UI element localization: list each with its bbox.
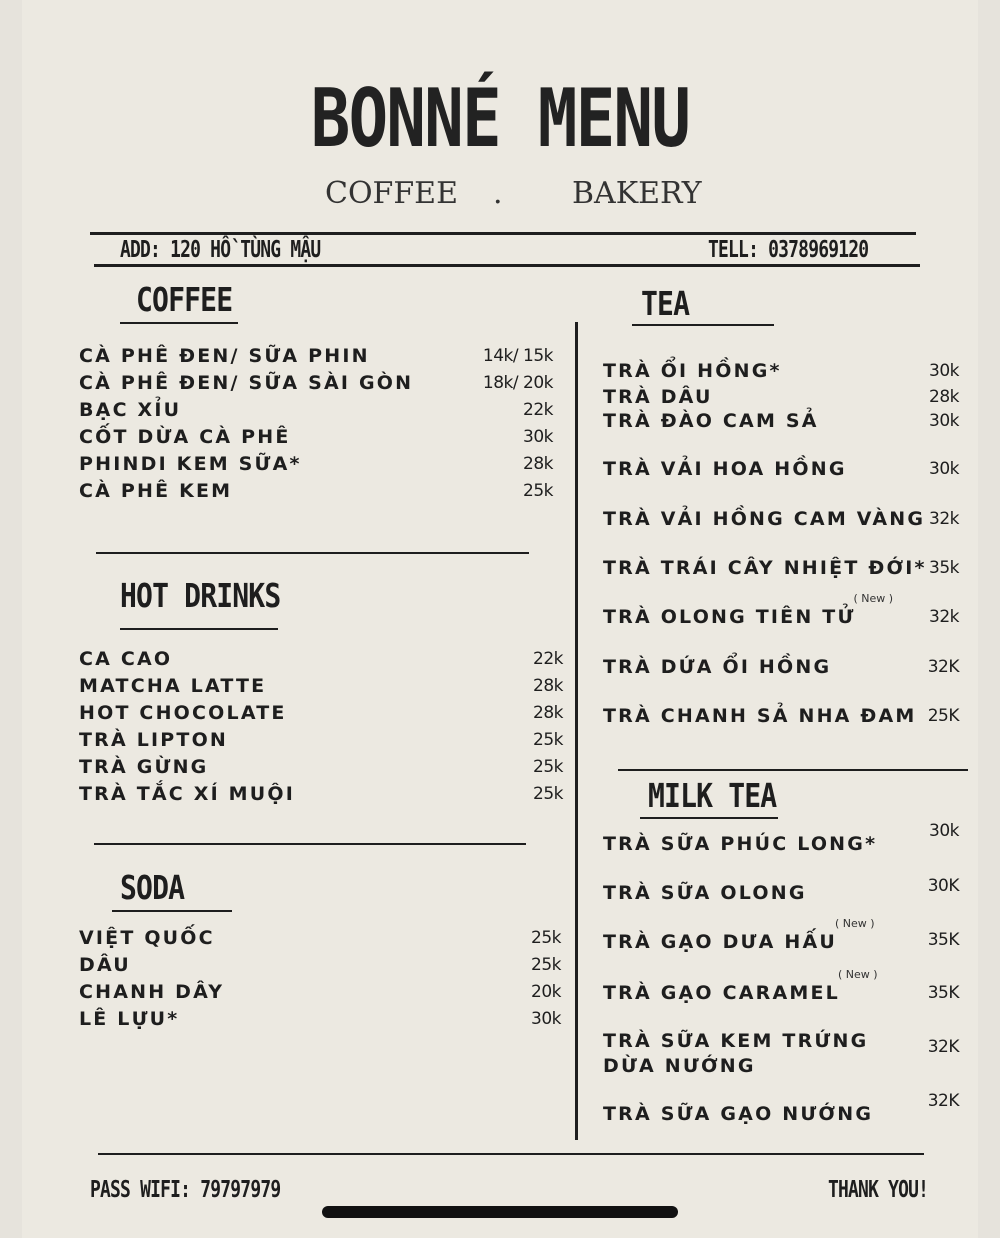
item-name: LÊ LỰU* — [79, 1008, 180, 1030]
item-name: TRÀ GỪNG — [79, 756, 209, 778]
item-name: CÀ PHÊ ĐEN/ SỮA SÀI GÒN — [79, 372, 414, 394]
item-name: CÀ PHÊ ĐEN/ SỮA PHIN — [79, 345, 370, 367]
item-price: 32k — [929, 509, 959, 529]
item-name: TRÀ SỮA GẠO NƯỚNG — [603, 1103, 874, 1125]
wifi-text: PASS WIFI: 79797979 — [90, 1177, 281, 1203]
column-divider — [575, 322, 578, 1140]
item-name: TRÀ CHANH SẢ NHA ĐAM — [603, 705, 917, 727]
item-name: TRÀ GẠO CARAMEL — [603, 982, 840, 1004]
tea-section-title: TEA — [641, 284, 690, 323]
hot-drinks-separator — [94, 843, 526, 845]
item-price: 25k — [533, 784, 563, 804]
item-price: 30k — [929, 459, 959, 479]
item-name: DÂU — [79, 954, 131, 976]
item-price: 35k — [929, 558, 959, 578]
soda-title-underline — [112, 910, 232, 912]
subtitle-dot: . — [493, 176, 503, 211]
item-price: 20k — [531, 982, 561, 1002]
item-price: 28k — [929, 387, 959, 407]
coffee-separator — [96, 552, 529, 554]
item-name: TRÀ ỔI HỒNG* — [603, 360, 782, 382]
address-text: ADD: 120 HỒ TÙNG MẬU — [120, 237, 321, 263]
item-name: MATCHA LATTE — [79, 675, 267, 697]
item-price: 28k — [523, 454, 553, 474]
menu-title: BONNÉ MENU — [310, 72, 690, 165]
item-price: 35K — [927, 983, 959, 1003]
new-badge: ( New ) — [834, 917, 875, 930]
item-price: 30k — [531, 1009, 561, 1029]
item-price: 28k — [533, 703, 563, 723]
item-name: HOT CHOCOLATE — [79, 702, 287, 724]
item-name: CA CAO — [79, 648, 173, 670]
item-price: 25k — [533, 757, 563, 777]
item-name: TRÀ TẮC XÍ MUỘI — [79, 783, 296, 805]
coffee-title-underline — [120, 322, 238, 324]
item-price: 32K — [927, 1037, 959, 1057]
coffee-section-title: COFFEE — [136, 280, 233, 319]
item-price: 18k/ 20k — [482, 373, 553, 393]
footer-rule — [98, 1153, 924, 1155]
item-name: TRÀ SỮA KEM TRỨNG — [603, 1030, 869, 1052]
item-name: TRÀ GẠO DƯA HẤU — [603, 931, 837, 953]
header-rule-top — [90, 232, 916, 235]
item-name: VIỆT QUỐC — [79, 927, 215, 949]
item-price: 22k — [523, 400, 553, 420]
item-name: PHINDI KEM SỮA* — [79, 453, 302, 475]
item-price: 30k — [929, 411, 959, 431]
phone-text: TELL: 0378969120 — [708, 237, 869, 263]
thank-you-text: THANK YOU! — [828, 1177, 929, 1203]
item-price: 35K — [927, 930, 959, 950]
item-price: 28k — [533, 676, 563, 696]
item-name: TRÀ DỨA ỔI HỒNG — [603, 656, 832, 678]
item-name: CỐT DỪA CÀ PHÊ — [79, 426, 291, 448]
item-price: 30K — [927, 876, 959, 896]
item-price: 25k — [531, 928, 561, 948]
header-rule-bottom — [94, 264, 920, 267]
new-badge: ( New ) — [837, 968, 878, 981]
item-name: TRÀ TRÁI CÂY NHIỆT ĐỚI* — [603, 557, 927, 579]
item-price: 30k — [929, 821, 959, 841]
item-price: 14k/ 15k — [482, 346, 553, 366]
subtitle-coffee: COFFEE — [325, 176, 458, 211]
item-price: 32k — [929, 607, 959, 627]
soda-section-title: SODA — [120, 868, 185, 907]
item-price: 22k — [533, 649, 563, 669]
item-price: 25k — [531, 955, 561, 975]
milk-tea-section-title: MILK TEA — [648, 776, 777, 815]
item-name: TRÀ VẢI HOA HỒNG — [603, 458, 847, 480]
item-name: TRÀ SỮA PHÚC LONG* — [603, 833, 878, 855]
tea-separator — [618, 769, 968, 771]
tea-title-underline — [632, 324, 774, 326]
item-name-line2: DỪA NƯỚNG — [603, 1055, 756, 1077]
home-indicator[interactable] — [322, 1206, 678, 1218]
new-badge: ( New ) — [853, 592, 894, 605]
item-name: TRÀ OLONG TIÊN TỬ — [603, 606, 856, 628]
item-name: TRÀ ĐÀO CAM SẢ — [603, 410, 819, 432]
item-price: 25k — [523, 481, 553, 501]
item-price: 30k — [523, 427, 553, 447]
item-price: 25k — [533, 730, 563, 750]
hot-drinks-section-title: HOT DRINKS — [120, 576, 281, 615]
item-name: TRÀ SỮA OLONG — [603, 882, 807, 904]
milk-tea-title-underline — [640, 817, 778, 819]
item-price: 25K — [927, 706, 959, 726]
item-name: TRÀ LIPTON — [79, 729, 229, 751]
hot-drinks-title-underline — [120, 628, 278, 630]
item-price: 32K — [927, 1091, 959, 1111]
item-name: CÀ PHÊ KEM — [79, 480, 233, 502]
item-name: TRÀ DÂU — [603, 386, 713, 408]
item-price: 30k — [929, 361, 959, 381]
subtitle-bakery: BAKERY — [572, 176, 702, 211]
item-name: TRÀ VẢI HỒNG CAM VÀNG — [603, 508, 926, 530]
item-name: CHANH DÂY — [79, 981, 225, 1003]
item-name: BẠC XỈU — [79, 399, 182, 421]
item-price: 32K — [927, 657, 959, 677]
